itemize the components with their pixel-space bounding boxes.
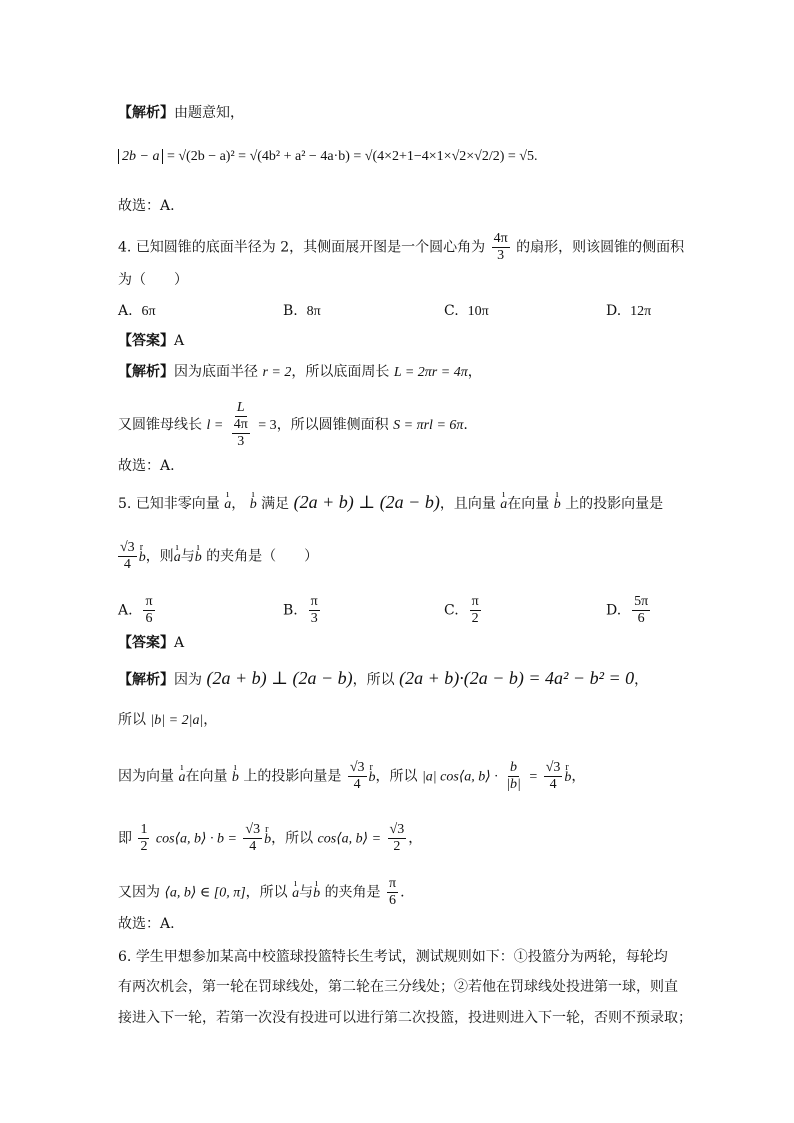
s3-analysis-line xyxy=(118,103,244,123)
q5-proj-b: r b xyxy=(139,548,146,568)
q5-proj-num: √3 xyxy=(349,760,365,775)
q5-analysis-text: ，所以 xyxy=(375,768,418,785)
s3-formula-lhs: 2b − a xyxy=(118,149,163,164)
q5-proj-num: √3 xyxy=(120,540,135,555)
q4-option-key: C. xyxy=(444,303,459,319)
s3-choose: 故选：A. xyxy=(118,198,175,214)
q4-option-key: D. xyxy=(606,303,622,319)
q5-proj-den: 4 xyxy=(549,777,557,792)
q5-unit-den: |b| xyxy=(506,777,521,792)
q5-analysis-text: . xyxy=(400,884,405,901)
s3-formula xyxy=(118,147,538,167)
q5-analysis-text: 因为 xyxy=(174,672,202,688)
q4-stem-line1 xyxy=(118,231,684,264)
q5-option-num: π xyxy=(310,594,318,609)
q4-angle-den: 3 xyxy=(497,248,505,263)
q5-stem-text: 的夹角是（ ） xyxy=(206,548,319,565)
q5-analysis-text: 即 xyxy=(118,830,132,847)
q5-cos-fraction xyxy=(388,822,407,855)
q5-option-fraction xyxy=(470,594,481,627)
q6-stem-line3: 接进入下一轮，若第一次没有投进可以进行第二次投篮，投进则进入下一轮，否则不预录取； xyxy=(118,1010,692,1026)
q5-answer-line xyxy=(118,633,184,653)
q5-stem-text: 满足 xyxy=(261,496,290,512)
q6-number: 6. xyxy=(118,949,132,965)
q5-analysis-text: ，所以 xyxy=(245,884,288,901)
s3-analysis-text: 由题意知， xyxy=(174,105,244,121)
q5-analysis-condition: (2a + b) ⊥ (2a − b) xyxy=(206,668,353,688)
q5-option-b xyxy=(283,594,322,627)
q5-var-b: ı b xyxy=(313,884,320,904)
q4-slant-fraction xyxy=(230,400,252,450)
q6-stem-line1 xyxy=(118,947,668,967)
q5-proj-b: r b xyxy=(264,830,271,850)
q4-slant-den xyxy=(230,417,252,450)
q5-condition: (2a + b) ⊥ (2a − b) xyxy=(293,492,440,512)
q6-text: 学生甲想参加某高中校篮球投篮特长生考试，测试规则如下：①投篮分为两轮，每轮均 xyxy=(135,949,668,965)
q5-var-a: ı a xyxy=(224,495,231,515)
q5-analysis-text: 上的投影向量是 xyxy=(243,768,342,785)
q5-stem-text: ，且向量 xyxy=(439,496,496,512)
q5-option-den: 6 xyxy=(637,611,645,626)
q5-answer-value: A xyxy=(174,635,185,651)
q4-slant-l: l = xyxy=(206,418,224,433)
q4-analysis-text: . xyxy=(463,417,468,433)
q5-proj-fraction xyxy=(544,760,563,793)
q5-projection-expr: |a| cos⟨a, b⟩ · xyxy=(421,769,498,785)
q5-stem-text: 与 xyxy=(180,548,195,565)
q5-analysis-line5 xyxy=(118,876,405,909)
q5-option-num: 5π xyxy=(634,594,649,609)
q4-analysis-text: ， xyxy=(467,364,482,380)
q5-analysis-text: ， xyxy=(571,768,586,785)
q5-stem-line2 xyxy=(118,540,318,573)
q4-area-expr: S = πrl = 6π xyxy=(393,418,464,433)
q5-var-a: ı a xyxy=(500,495,507,515)
q5-final-fraction xyxy=(387,876,398,909)
q4-angle-fraction xyxy=(492,231,510,264)
q5-stem-text: 上的投影向量是 xyxy=(565,496,664,512)
q4-analysis-text: ，所以圆锥侧面积 xyxy=(276,417,389,433)
s3-analysis-label: 【解析】 xyxy=(118,105,174,121)
q5-var-b: ı b xyxy=(250,495,257,515)
q5-option-den: 2 xyxy=(471,611,479,626)
q5-analysis-text: 因为向量 xyxy=(118,768,174,785)
q4-slant-result: = 3 xyxy=(258,418,277,433)
s3-formula-eq3: = √(4×2+1−4×1×√2×√2/2) xyxy=(353,149,505,164)
q5-analysis-text: ，所以 xyxy=(271,830,314,847)
q5-proj-fraction xyxy=(118,540,137,573)
q5-proj-b: r b xyxy=(369,768,376,788)
q5-stem-text: 已知非零向量 xyxy=(135,496,220,512)
q4-analysis-text: 又圆锥母线长 xyxy=(118,417,202,433)
q5-stem-text: 在向量 xyxy=(507,496,550,512)
q4-slant-den-den: 3 xyxy=(237,434,245,449)
q5-analysis-text: ， xyxy=(408,830,423,847)
q5-stem-text: ， xyxy=(231,496,246,512)
q5-number: 5. xyxy=(118,496,132,512)
q4-option-d xyxy=(606,301,651,322)
s3-formula-eq2: = √(4b² + a² − 4a·b) xyxy=(238,149,350,164)
q5-option-c xyxy=(444,594,483,627)
q5-answer-label: 【答案】 xyxy=(118,635,174,651)
q5-option-key: B. xyxy=(283,602,298,619)
q4-stem-part1: 已知圆锥的底面半径为 2，其侧面展开图是一个圆心角为 xyxy=(135,239,486,256)
q5-option-num: π xyxy=(145,594,153,609)
q5-unit-vector-fraction xyxy=(504,760,523,793)
q5-stem-line1 xyxy=(118,492,663,515)
q4-number: 4. xyxy=(118,239,132,256)
q4-angle-num: 4π xyxy=(493,231,508,246)
q4-answer-line xyxy=(118,331,184,351)
q6-stem-line2: 有两次机会，第一轮在罚球线处，第二轮在三分线处；②若他在罚球线处投进第一球，则直 xyxy=(118,979,678,995)
q4-option-value: 6π xyxy=(141,304,156,319)
q4-analysis-line2 xyxy=(118,400,468,450)
q5-proj-num: √3 xyxy=(245,822,261,837)
q5-magnitude-relation: |b| = 2|a| xyxy=(150,713,204,728)
q4-stem-line2: 为（ ） xyxy=(118,272,188,288)
q5-proj-b: r b xyxy=(564,768,571,788)
q5-option-num: π xyxy=(471,594,479,609)
q5-analysis-text: ， xyxy=(203,712,218,728)
q5-choose: 故选：A. xyxy=(118,916,175,932)
q4-analysis-text: 因为底面半径 xyxy=(174,364,258,380)
q5-option-d xyxy=(606,594,652,627)
s3-formula-eq1: = √(2b − a)² xyxy=(166,149,235,164)
q4-analysis-label: 【解析】 xyxy=(118,364,174,380)
q5-option-key: A. xyxy=(118,602,133,619)
q5-option-fraction xyxy=(143,594,154,627)
q4-stem-part2: 的扇形，则该圆锥的侧面积 xyxy=(516,239,685,256)
q5-var-a: ı a xyxy=(178,768,185,788)
q5-half-fraction xyxy=(138,822,149,855)
q5-analysis-text: 的夹角是 xyxy=(324,884,381,901)
q5-option-a xyxy=(118,594,157,627)
q5-analysis-text: ，所以 xyxy=(352,672,395,688)
q4-option-c xyxy=(444,301,489,322)
q4-circumference-expr: L = 2πr = 4π xyxy=(393,365,468,380)
q5-analysis-line2 xyxy=(118,710,217,731)
q5-half-den: 2 xyxy=(140,839,148,854)
q5-cos-expr: cos⟨a, b⟩ · b = xyxy=(155,831,237,847)
q5-var-a: ı a xyxy=(292,884,299,904)
q5-analysis-line4 xyxy=(118,822,422,855)
q4-analysis-text: ，所以底面周长 xyxy=(291,364,390,380)
q5-analysis-label: 【解析】 xyxy=(118,672,174,688)
q5-option-den: 6 xyxy=(145,611,153,626)
q5-var-b: ı b xyxy=(232,768,239,788)
q5-equals: = xyxy=(529,769,538,785)
q5-proj-num: √3 xyxy=(545,760,561,775)
q5-var-b: ı b xyxy=(554,495,561,515)
q5-proj-den: 4 xyxy=(249,839,257,854)
q5-final-num: π xyxy=(389,876,397,891)
q5-unit-num: b xyxy=(510,760,518,775)
q5-proj-den: 4 xyxy=(123,557,131,572)
q5-analysis-text: 在向量 xyxy=(185,768,228,785)
s3-formula-result: = √5 xyxy=(507,149,534,164)
q5-analysis-line1 xyxy=(118,668,648,690)
q5-option-key: C. xyxy=(444,602,459,619)
s3-formula-dot: . xyxy=(534,149,538,164)
q5-cos-den: 2 xyxy=(393,839,401,854)
q5-analysis-text: 所以 xyxy=(118,712,146,728)
q5-proj-fraction xyxy=(243,822,262,855)
q5-option-den: 3 xyxy=(310,611,318,626)
q4-option-value: 10π xyxy=(467,304,489,319)
q4-slant-den-num: 4π xyxy=(233,417,248,432)
q4-choose: 故选：A. xyxy=(118,458,175,474)
q5-analysis-dot-product: (2a + b)·(2a − b) = 4a² − b² = 0 xyxy=(399,668,635,688)
q5-angle-range: ⟨a, b⟩ ∈ [0, π] xyxy=(164,885,246,901)
q5-stem-text: ，则 xyxy=(145,548,174,565)
q5-option-fraction xyxy=(309,594,320,627)
q5-analysis-text: 又因为 xyxy=(118,884,160,901)
q4-slant-num: L xyxy=(236,400,245,415)
q5-var-b: ı b xyxy=(195,548,202,568)
q4-option-value: 8π xyxy=(306,304,321,319)
q5-analysis-text: ， xyxy=(634,672,649,688)
q5-option-fraction xyxy=(632,594,650,627)
q4-analysis-line1 xyxy=(118,362,482,383)
q5-var-a: ı a xyxy=(174,548,181,568)
q4-option-key: A. xyxy=(118,303,133,319)
q5-cos-value-expr: cos⟨a, b⟩ = xyxy=(317,831,382,847)
q4-answer-value: A xyxy=(174,333,185,349)
q4-option-value: 12π xyxy=(630,304,652,319)
q4-option-a xyxy=(118,301,156,322)
q5-analysis-text: 与 xyxy=(299,884,314,901)
q5-half-num: 1 xyxy=(140,822,148,837)
q4-option-b xyxy=(283,301,321,322)
q5-proj-fraction xyxy=(348,760,367,793)
q5-final-den: 6 xyxy=(389,893,397,908)
q5-option-key: D. xyxy=(606,602,622,619)
q4-answer-label: 【答案】 xyxy=(118,333,174,349)
q5-analysis-line3 xyxy=(118,760,585,793)
q4-option-key: B. xyxy=(283,303,298,319)
q5-proj-den: 4 xyxy=(353,777,361,792)
q4-radius-expr: r = 2 xyxy=(262,365,292,380)
q5-cos-num: √3 xyxy=(389,822,405,837)
